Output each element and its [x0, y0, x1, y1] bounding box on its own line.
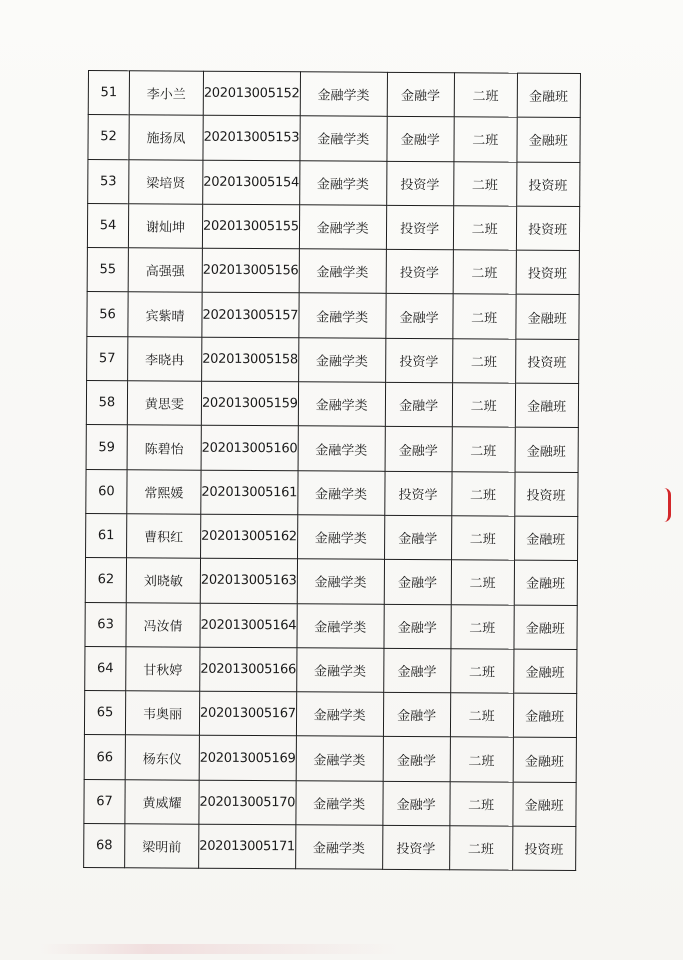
group-cell: 金融班 — [515, 383, 578, 428]
student-name-cell: 黄思雯 — [127, 381, 201, 426]
class-cell: 二班 — [452, 427, 515, 472]
major-cell: 投资学 — [382, 825, 449, 870]
category-cell: 金融学类 — [299, 160, 386, 205]
category-cell: 金融学类 — [299, 205, 386, 250]
student-id-cell: 202013005170 — [199, 780, 296, 825]
row-number-cell: 56 — [87, 292, 128, 337]
group-cell: 金融班 — [513, 782, 576, 827]
student-id-cell: 202013005155 — [202, 204, 299, 249]
student-name-cell: 黄威耀 — [125, 779, 199, 824]
class-cell: 二班 — [453, 250, 516, 295]
class-cell: 二班 — [449, 826, 512, 871]
class-cell: 二班 — [453, 294, 516, 339]
student-roster-table — [83, 70, 581, 871]
category-cell: 金融学类 — [299, 249, 386, 294]
category-cell: 金融学类 — [296, 781, 383, 826]
table-row — [87, 248, 579, 295]
student-name-cell: 甘秋婷 — [126, 647, 200, 692]
category-cell: 金融学类 — [297, 515, 384, 560]
student-id-cell: 202013005153 — [203, 116, 300, 161]
group-cell: 金融班 — [517, 73, 580, 118]
group-cell: 金融班 — [514, 560, 577, 605]
major-cell: 金融学 — [385, 382, 452, 427]
row-number-cell: 53 — [88, 159, 129, 204]
row-number-cell: 55 — [87, 248, 128, 293]
table-row — [88, 159, 580, 206]
table-row — [84, 779, 576, 826]
group-cell: 投资班 — [516, 162, 579, 207]
table-row — [84, 735, 576, 782]
row-number-cell: 59 — [86, 425, 127, 470]
group-cell: 投资班 — [512, 826, 575, 871]
major-cell: 金融学 — [387, 72, 454, 117]
student-id-cell: 202013005154 — [203, 160, 300, 205]
student-id-cell: 202013005157 — [202, 293, 299, 338]
table-row — [85, 602, 577, 649]
row-number-cell: 66 — [84, 735, 125, 780]
row-number-cell: 61 — [86, 513, 127, 558]
row-number-cell: 60 — [86, 469, 127, 514]
class-cell: 二班 — [454, 117, 517, 162]
scan-smudge — [40, 944, 400, 954]
category-cell: 金融学类 — [297, 559, 384, 604]
student-name-cell: 李小兰 — [129, 71, 203, 116]
class-cell: 二班 — [450, 781, 513, 826]
table-row — [85, 558, 577, 605]
student-id-cell: 202013005152 — [203, 71, 300, 116]
row-number-cell: 52 — [88, 115, 129, 160]
group-cell: 投资班 — [516, 206, 579, 251]
student-name-cell: 宾紫晴 — [128, 292, 202, 337]
class-cell: 二班 — [453, 206, 516, 251]
student-id-cell: 202013005167 — [199, 691, 296, 736]
table-row — [88, 71, 580, 118]
red-margin-mark — [664, 488, 671, 522]
class-cell: 二班 — [450, 737, 513, 782]
table-row — [86, 469, 578, 516]
row-number-cell: 64 — [85, 646, 126, 691]
group-cell: 金融班 — [516, 295, 579, 340]
category-cell: 金融学类 — [299, 293, 386, 338]
group-cell: 金融班 — [515, 427, 578, 472]
class-cell: 二班 — [451, 516, 514, 561]
group-cell: 投资班 — [514, 472, 577, 517]
student-name-cell: 谢灿坤 — [128, 204, 202, 249]
group-cell: 投资班 — [515, 339, 578, 384]
major-cell: 投资学 — [386, 161, 453, 206]
student-id-cell: 202013005158 — [202, 337, 299, 382]
student-name-cell: 曹积红 — [127, 514, 201, 559]
class-cell: 二班 — [451, 471, 514, 516]
group-cell: 金融班 — [513, 738, 576, 783]
group-cell: 金融班 — [514, 516, 577, 561]
class-cell: 二班 — [452, 339, 515, 384]
class-cell: 二班 — [450, 693, 513, 738]
student-name-cell: 施扬凤 — [129, 115, 203, 160]
major-cell: 金融学 — [384, 560, 451, 605]
category-cell: 金融学类 — [297, 603, 384, 648]
row-number-cell: 63 — [85, 602, 126, 647]
student-name-cell: 常熙媛 — [127, 469, 201, 514]
category-cell: 金融学类 — [297, 470, 384, 515]
major-cell: 金融学 — [383, 692, 450, 737]
student-name-cell: 韦奥丽 — [125, 691, 199, 736]
student-id-cell: 202013005161 — [201, 470, 298, 515]
class-cell: 二班 — [452, 383, 515, 428]
category-cell: 金融学类 — [296, 736, 383, 781]
class-cell: 二班 — [450, 649, 513, 694]
group-cell: 投资班 — [516, 250, 579, 295]
roster-body — [84, 71, 581, 871]
category-cell: 金融学类 — [298, 382, 385, 427]
student-id-cell: 202013005164 — [200, 603, 297, 648]
category-cell: 金融学类 — [295, 825, 382, 870]
table-row — [87, 203, 579, 250]
major-cell: 投资学 — [384, 471, 451, 516]
student-id-cell: 202013005162 — [201, 514, 298, 559]
table-row — [86, 425, 578, 472]
student-name-cell: 梁培贤 — [129, 159, 203, 204]
category-cell: 金融学类 — [298, 426, 385, 471]
table-row — [87, 336, 579, 383]
student-name-cell: 刘晓敏 — [126, 558, 200, 603]
table-row — [85, 646, 577, 693]
table-row — [86, 513, 578, 560]
row-number-cell: 65 — [84, 691, 125, 736]
class-cell: 二班 — [451, 560, 514, 605]
category-cell: 金融学类 — [300, 116, 387, 161]
major-cell: 金融学 — [384, 515, 451, 560]
category-cell: 金融学类 — [296, 648, 383, 693]
row-number-cell: 62 — [85, 558, 126, 603]
student-name-cell: 梁明前 — [125, 824, 199, 869]
table-row — [86, 381, 578, 428]
category-cell: 金融学类 — [298, 338, 385, 383]
student-name-cell: 高强强 — [128, 248, 202, 293]
major-cell: 投资学 — [386, 250, 453, 295]
major-cell: 投资学 — [386, 205, 453, 250]
major-cell: 金融学 — [384, 604, 451, 649]
row-number-cell: 67 — [84, 779, 125, 824]
student-name-cell: 李晓冉 — [128, 337, 202, 382]
group-cell: 金融班 — [514, 605, 577, 650]
major-cell: 金融学 — [383, 648, 450, 693]
group-cell: 金融班 — [517, 117, 580, 162]
row-number-cell: 54 — [87, 203, 128, 248]
student-id-cell: 202013005169 — [199, 736, 296, 781]
student-id-cell: 202013005159 — [201, 381, 298, 426]
class-cell: 二班 — [451, 604, 514, 649]
student-id-cell: 202013005171 — [199, 824, 296, 869]
major-cell: 金融学 — [387, 117, 454, 162]
major-cell: 金融学 — [386, 294, 453, 339]
student-name-cell: 陈碧怡 — [127, 425, 201, 470]
student-name-cell: 杨东仪 — [125, 735, 199, 780]
group-cell: 金融班 — [513, 693, 576, 738]
major-cell: 金融学 — [383, 737, 450, 782]
major-cell: 金融学 — [383, 781, 450, 826]
group-cell: 金融班 — [513, 649, 576, 694]
student-id-cell: 202013005166 — [200, 647, 297, 692]
row-number-cell: 51 — [88, 71, 129, 116]
student-id-cell: 202013005163 — [200, 558, 297, 603]
table-row — [87, 292, 579, 339]
category-cell: 金融学类 — [296, 692, 383, 737]
table-row — [84, 824, 576, 871]
student-id-cell: 202013005156 — [202, 248, 299, 293]
class-cell: 二班 — [453, 161, 516, 206]
table-row — [88, 115, 580, 162]
major-cell: 金融学 — [385, 427, 452, 472]
major-cell: 投资学 — [385, 338, 452, 383]
row-number-cell: 58 — [86, 381, 127, 426]
row-number-cell: 68 — [84, 824, 125, 869]
row-number-cell: 57 — [87, 336, 128, 381]
student-id-cell: 202013005160 — [201, 426, 298, 471]
table-row — [84, 691, 576, 738]
category-cell: 金融学类 — [300, 72, 387, 117]
class-cell: 二班 — [454, 73, 517, 118]
student-name-cell: 冯汝倩 — [126, 602, 200, 647]
